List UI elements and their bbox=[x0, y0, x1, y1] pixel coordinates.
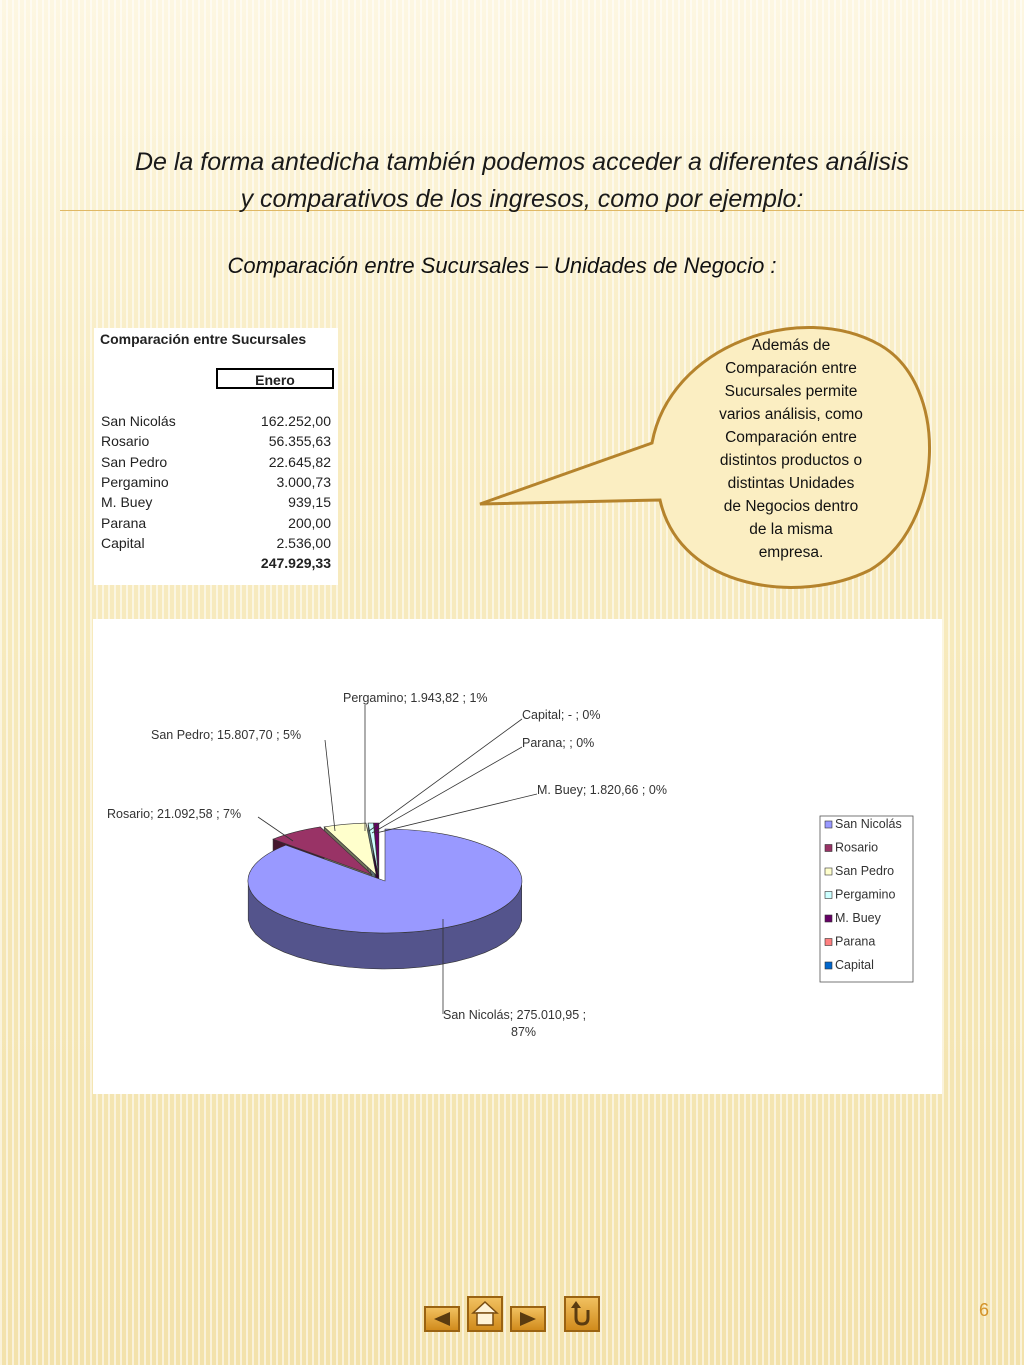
legend-label: San Nicolás bbox=[835, 817, 902, 831]
branch-name: Rosario bbox=[101, 433, 150, 449]
data-label: M. Buey; 1.820,66 ; 0% bbox=[537, 783, 667, 797]
intro-line-2: y comparativos de los ingresos, como por ejemplo: bbox=[240, 185, 804, 213]
data-label: Capital; - ; 0% bbox=[522, 708, 601, 722]
legend-swatch bbox=[825, 939, 832, 946]
return-icon bbox=[566, 1298, 598, 1330]
callout-line: de Negocios dentro bbox=[723, 498, 859, 515]
data-label: Parana; ; 0% bbox=[522, 736, 595, 750]
callout-line: varios análisis, como bbox=[719, 406, 863, 423]
legend-label: M. Buey bbox=[835, 911, 881, 925]
table-row bbox=[101, 433, 331, 453]
callout-line: Sucursales permite bbox=[724, 383, 858, 400]
previous-icon bbox=[426, 1308, 458, 1330]
legend-swatch bbox=[825, 962, 832, 969]
table-row bbox=[101, 474, 331, 494]
branch-comparison-table bbox=[94, 328, 338, 585]
intro-paragraph bbox=[50, 144, 994, 218]
branch-name: Pergamino bbox=[101, 474, 169, 490]
legend-label: Capital bbox=[835, 958, 874, 972]
legend-swatch bbox=[825, 892, 832, 899]
pie-chart bbox=[93, 619, 942, 1094]
previous-button[interactable] bbox=[424, 1306, 460, 1332]
next-button[interactable] bbox=[510, 1306, 546, 1332]
branch-value: 162.252,00 bbox=[260, 413, 331, 429]
leader-line bbox=[372, 747, 522, 833]
page-number: 6 bbox=[979, 1300, 990, 1320]
callout-line: Además de bbox=[751, 337, 831, 354]
table-row bbox=[101, 535, 331, 555]
branch-value: 939,15 bbox=[288, 494, 331, 510]
table-total: 247.929,33 bbox=[260, 555, 331, 571]
legend-label: San Pedro bbox=[835, 864, 895, 878]
data-label: 87% bbox=[511, 1025, 537, 1039]
legend-swatch bbox=[825, 845, 832, 852]
branch-value: 2.536,00 bbox=[276, 535, 331, 551]
legend-label: Pergamino bbox=[835, 887, 896, 902]
branch-name: M. Buey bbox=[101, 494, 153, 510]
callout-line: distintas Unidades bbox=[727, 475, 855, 492]
leader-line bbox=[369, 719, 522, 831]
legend-label: Rosario bbox=[835, 840, 879, 855]
callout-line: Comparación entre bbox=[725, 429, 857, 446]
legend-swatch bbox=[825, 821, 832, 828]
callout-line: Comparación entre bbox=[725, 360, 857, 377]
leader-line bbox=[258, 817, 293, 841]
table-row bbox=[101, 454, 331, 474]
branch-value: 56.355,63 bbox=[268, 433, 331, 449]
data-label: San Pedro; 15.807,70 ; 5% bbox=[151, 728, 302, 742]
table-row bbox=[101, 413, 331, 433]
data-label: San Nicolás; 275.010,95 ; bbox=[443, 1008, 587, 1022]
legend-swatch bbox=[825, 915, 832, 922]
branch-value: 200,00 bbox=[288, 515, 331, 531]
leader-line bbox=[376, 794, 537, 833]
table-row bbox=[101, 515, 331, 535]
table-column-header: Enero bbox=[216, 368, 334, 389]
home-button[interactable] bbox=[467, 1296, 503, 1332]
return-button[interactable] bbox=[564, 1296, 600, 1332]
table-title: Comparación entre Sucursales bbox=[100, 331, 307, 347]
leader-line bbox=[325, 740, 335, 831]
table-row bbox=[101, 494, 331, 514]
branch-value: 3.000,73 bbox=[276, 474, 331, 490]
callout-line: distintos productos o bbox=[719, 452, 863, 469]
callout-line: de la misma bbox=[749, 521, 833, 538]
legend-label: Parana bbox=[835, 934, 876, 949]
branch-name: San Pedro bbox=[101, 454, 168, 470]
next-icon bbox=[512, 1308, 544, 1330]
branch-name: San Nicolás bbox=[101, 413, 176, 429]
pie-chart-svg bbox=[93, 619, 942, 1094]
intro-line-1: De la forma antedicha también podemos acceder a diferentes análisis bbox=[134, 148, 910, 176]
callout-text bbox=[700, 334, 882, 564]
section-subtitle: Comparación entre Sucursales – Unidades de Negocio : bbox=[227, 253, 777, 278]
branch-name: Capital bbox=[101, 535, 145, 551]
branch-name: Parana bbox=[101, 515, 147, 531]
data-label: Pergamino; 1.943,82 ; 1% bbox=[343, 691, 488, 705]
data-label: Rosario; 21.092,58 ; 7% bbox=[107, 807, 242, 821]
branch-value: 22.645,82 bbox=[268, 454, 331, 470]
legend-swatch bbox=[825, 868, 832, 875]
callout-line: empresa. bbox=[758, 544, 824, 561]
home-icon bbox=[469, 1298, 501, 1330]
